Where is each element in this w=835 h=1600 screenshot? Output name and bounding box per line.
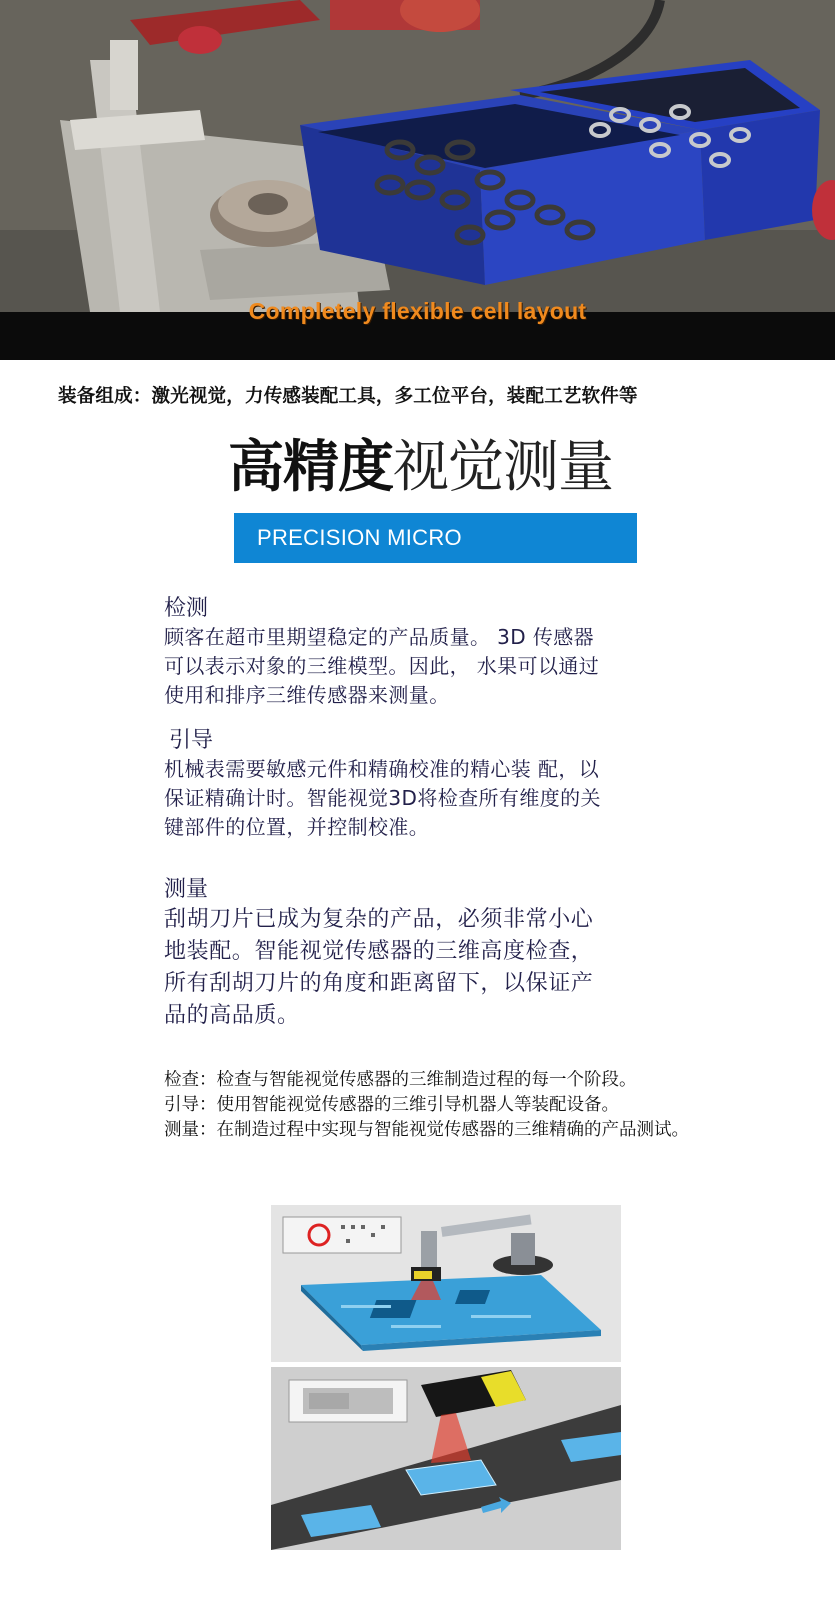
title-bold-part: 高精度 bbox=[228, 435, 393, 500]
section-line: 键部件的位置，并控制校准。 bbox=[164, 815, 430, 839]
section-line: 刮胡刀片已成为复杂的产品，必须非常小心 bbox=[164, 907, 594, 932]
hero-caption: Completely flexible cell layout bbox=[248, 298, 587, 324]
summary-list bbox=[164, 1068, 764, 1143]
banner-text: PRECISION MICRO bbox=[257, 525, 462, 550]
section-guidance bbox=[164, 727, 684, 842]
title-light-part: 视觉测量 bbox=[393, 435, 613, 500]
section-line: 可以表示对象的三维模型。因此， 水果可以通过 bbox=[164, 654, 600, 678]
section-inspection bbox=[164, 595, 684, 710]
robot-arm-pcb-inspection-icon bbox=[271, 1205, 621, 1362]
summary-item: 检查：检查与智能视觉传感器的三维制造过程的每一个阶段。 bbox=[164, 1070, 637, 1090]
summary-item: 引导：使用智能视觉传感器的三维引导机器人等装配设备。 bbox=[164, 1095, 619, 1115]
laser-sensor-conveyor-icon bbox=[271, 1367, 621, 1550]
subtitle-banner bbox=[234, 513, 637, 563]
section-title: 引导 bbox=[169, 728, 214, 753]
page-title bbox=[228, 435, 613, 500]
section-title: 检测 bbox=[164, 596, 209, 621]
hero-photo bbox=[0, 0, 835, 360]
robot-assembly-cell-photo bbox=[0, 0, 835, 312]
section-line: 所有刮胡刀片的角度和距离留下，以保证产 bbox=[164, 971, 594, 996]
section-line: 使用和排序三维传感器来测量。 bbox=[164, 683, 450, 707]
section-line: 品的高品质。 bbox=[164, 1003, 300, 1028]
section-line: 顾客在超市里期望稳定的产品质量。 3D 传感器 bbox=[164, 625, 595, 649]
section-line: 保证精确计时。智能视觉3D将检查所有维度的关 bbox=[164, 786, 601, 810]
section-measurement bbox=[164, 876, 684, 1032]
illustration bbox=[271, 1205, 621, 1550]
section-title: 测量 bbox=[164, 877, 209, 902]
summary-item: 测量：在制造过程中实现与智能视觉传感器的三维精确的产品测试。 bbox=[164, 1120, 689, 1140]
section-line: 机械表需要敏感元件和精确校准的精心装 配，以 bbox=[164, 757, 600, 781]
equipment-composition: 装备组成：激光视觉，力传感装配工具，多工位平台，装配工艺软件等 bbox=[58, 386, 638, 407]
section-line: 地装配。智能视觉传感器的三维高度检查， bbox=[164, 939, 594, 964]
